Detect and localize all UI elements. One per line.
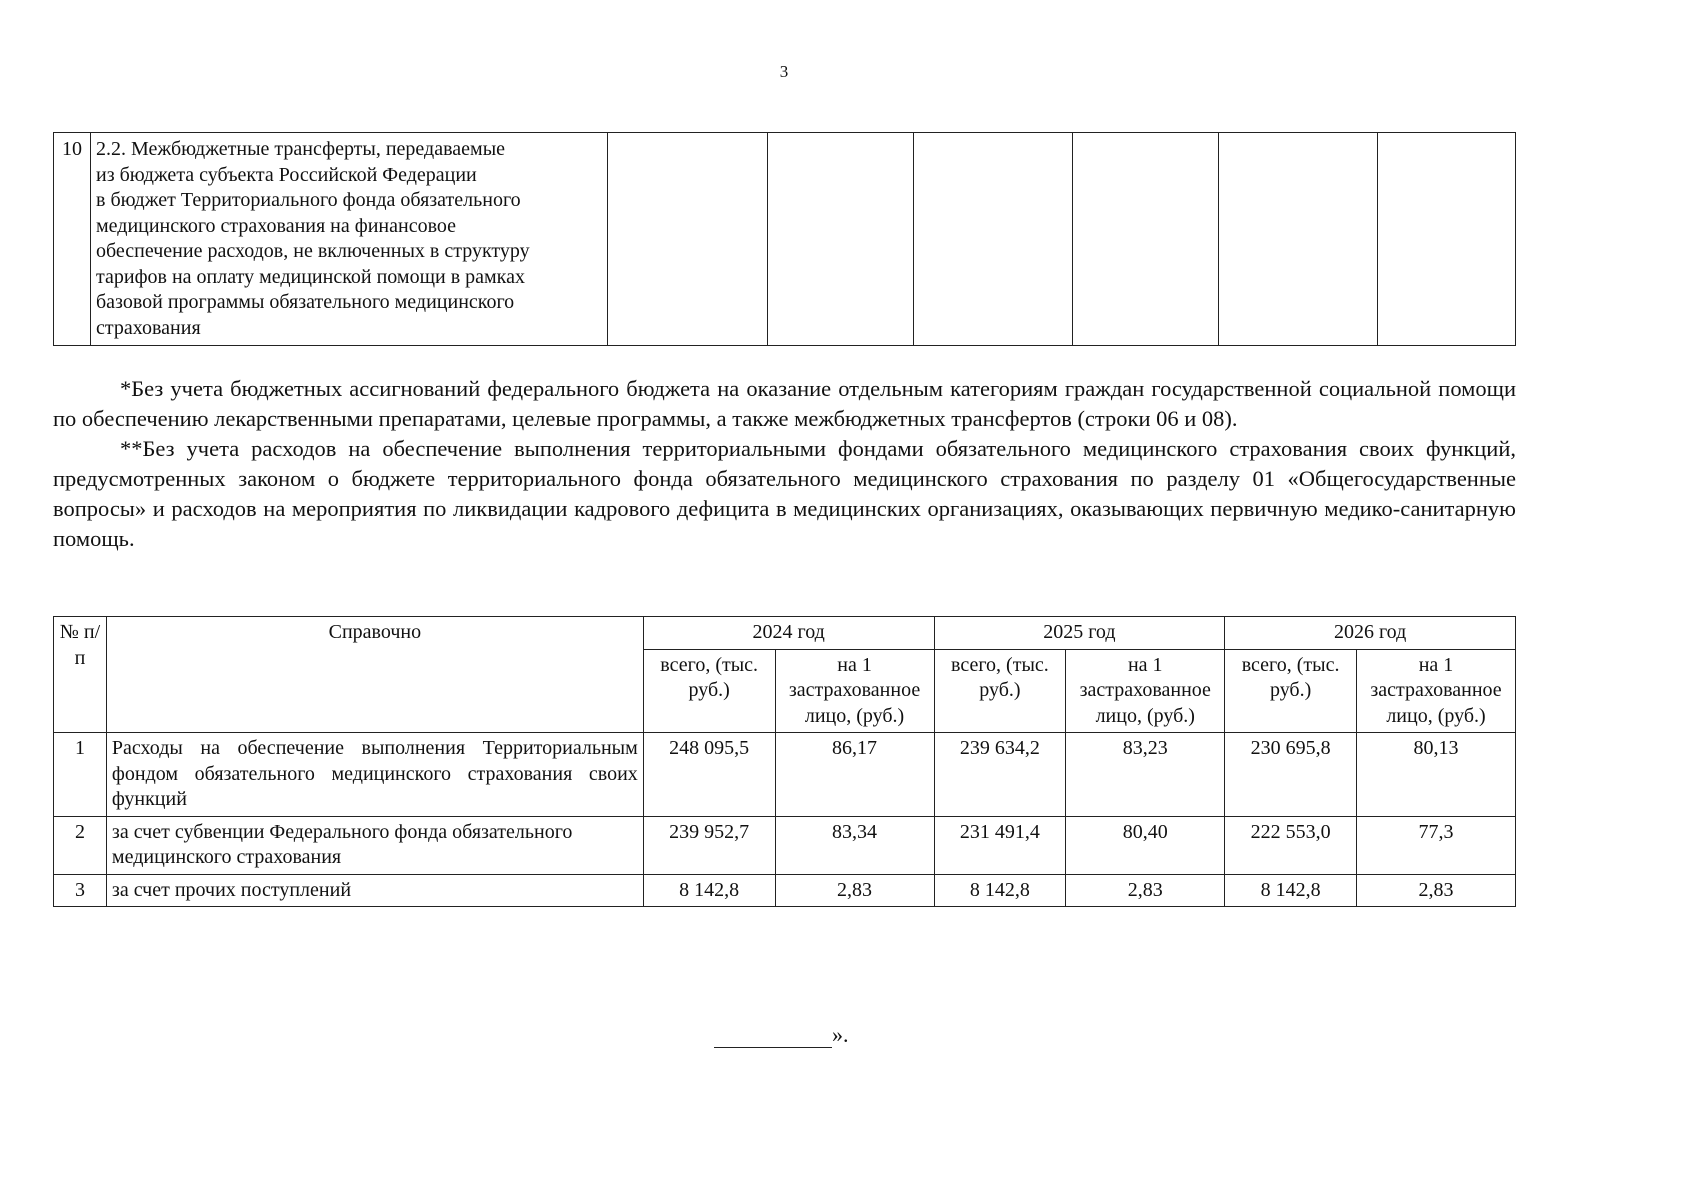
empty-cell: [1219, 133, 1378, 346]
empty-cell: [1073, 133, 1219, 346]
header-per-person: на 1 застрахованное лицо, (руб.): [1357, 649, 1516, 733]
empty-cell: [914, 133, 1073, 346]
value-cell: 86,17: [775, 733, 934, 817]
value-cell: 8 142,8: [1225, 874, 1357, 907]
row-number: 2: [54, 816, 107, 874]
signature-line: [714, 1027, 832, 1048]
header-year-2025: 2025 год: [934, 617, 1225, 650]
value-cell: 231 491,4: [934, 816, 1066, 874]
table-row: [54, 874, 1516, 907]
value-cell: 8 142,8: [934, 874, 1066, 907]
text-line: обеспечение расходов, не включенных в структуру: [96, 240, 530, 262]
value-cell: 83,34: [775, 816, 934, 874]
row-number: 1: [54, 733, 107, 817]
value-cell: 80,40: [1066, 816, 1225, 874]
empty-cell: [768, 133, 914, 346]
value-cell: 248 095,5: [643, 733, 775, 817]
value-cell: 222 553,0: [1225, 816, 1357, 874]
text-line: страхования: [96, 316, 201, 339]
value-cell: 239 634,2: [934, 733, 1066, 817]
text-line: из бюджета субъекта Российской Федерации: [96, 163, 477, 186]
header-total: всего, (тыс. руб.): [643, 649, 775, 733]
row-name: за счет прочих поступлений: [106, 874, 643, 907]
header-per-person: на 1 застрахованное лицо, (руб.): [1066, 649, 1225, 733]
header-name: Справочно: [106, 617, 643, 733]
value-cell: 80,13: [1357, 733, 1516, 817]
footnote-1: *Без учета бюджетных ассигнований федерального бюджета на оказание отдельным категориям граждан государственной социальной помощи по обеспечению лекарственными препаратами, целевые программы, а также межбюджетных трансфертов (строки 06 и 08).: [53, 376, 1516, 431]
text-line: базовой программы обязательного медицинского: [96, 291, 515, 313]
row-name: Расходы на обеспечение выполнения Территориальным фондом обязательного медицинского страхования своих функций: [106, 733, 643, 817]
value-cell: 2,83: [1066, 874, 1225, 907]
table-row: [54, 733, 1516, 817]
value-cell: 77,3: [1357, 816, 1516, 874]
header-total: всего, (тыс. руб.): [1225, 649, 1357, 733]
text-line: 2.2. Межбюджетные трансферты, передаваемые: [96, 138, 506, 160]
value-cell: 230 695,8: [1225, 733, 1357, 817]
header-per-person: на 1 застрахованное лицо, (руб.): [775, 649, 934, 733]
text-line: в бюджет Территориального фонда обязательного: [96, 189, 521, 211]
empty-cell: [608, 133, 768, 346]
row-number: 3: [54, 874, 107, 907]
table-row: [54, 133, 1516, 346]
text-line: тарифов на оплату медицинской помощи в рамках: [96, 265, 525, 288]
header-row: [54, 617, 1516, 650]
value-cell: 2,83: [775, 874, 934, 907]
closing-mark: [714, 1022, 849, 1048]
footnote-2: **Без учета расходов на обеспечение выполнения территориальными фондами обязательного медицинского страхования своих функций, предусмотренных законом о бюджете территориального фонда обязательного медицинского страхования по разделу 01 «Общегосударственные вопросы» и расходов на мероприятия по ликвидации кадрового дефицита в медицинских организациях, оказывающих первичную медико-санитарную помощь.: [53, 436, 1516, 551]
row-description: [91, 133, 608, 346]
header-total: всего, (тыс. руб.): [934, 649, 1066, 733]
row-name: за счет субвенции Федерального фонда обязательного медицинского страхования: [106, 816, 643, 874]
table-row: [54, 816, 1516, 874]
value-cell: 8 142,8: [643, 874, 775, 907]
text-line: медицинского страхования на финансовое: [96, 214, 457, 237]
reference-table: [53, 616, 1516, 907]
header-year-2024: 2024 год: [643, 617, 934, 650]
value-cell: 239 952,7: [643, 816, 775, 874]
value-cell: 2,83: [1357, 874, 1516, 907]
page-number: 3: [779, 62, 789, 81]
header-year-2026: 2026 год: [1225, 617, 1516, 650]
footnotes: [53, 374, 1516, 554]
row-number: 10: [54, 133, 91, 346]
transfers-table: [53, 132, 1516, 346]
value-cell: 83,23: [1066, 733, 1225, 817]
empty-cell: [1378, 133, 1516, 346]
header-num: № п/п: [54, 617, 107, 733]
closing-quote: ».: [832, 1022, 849, 1047]
